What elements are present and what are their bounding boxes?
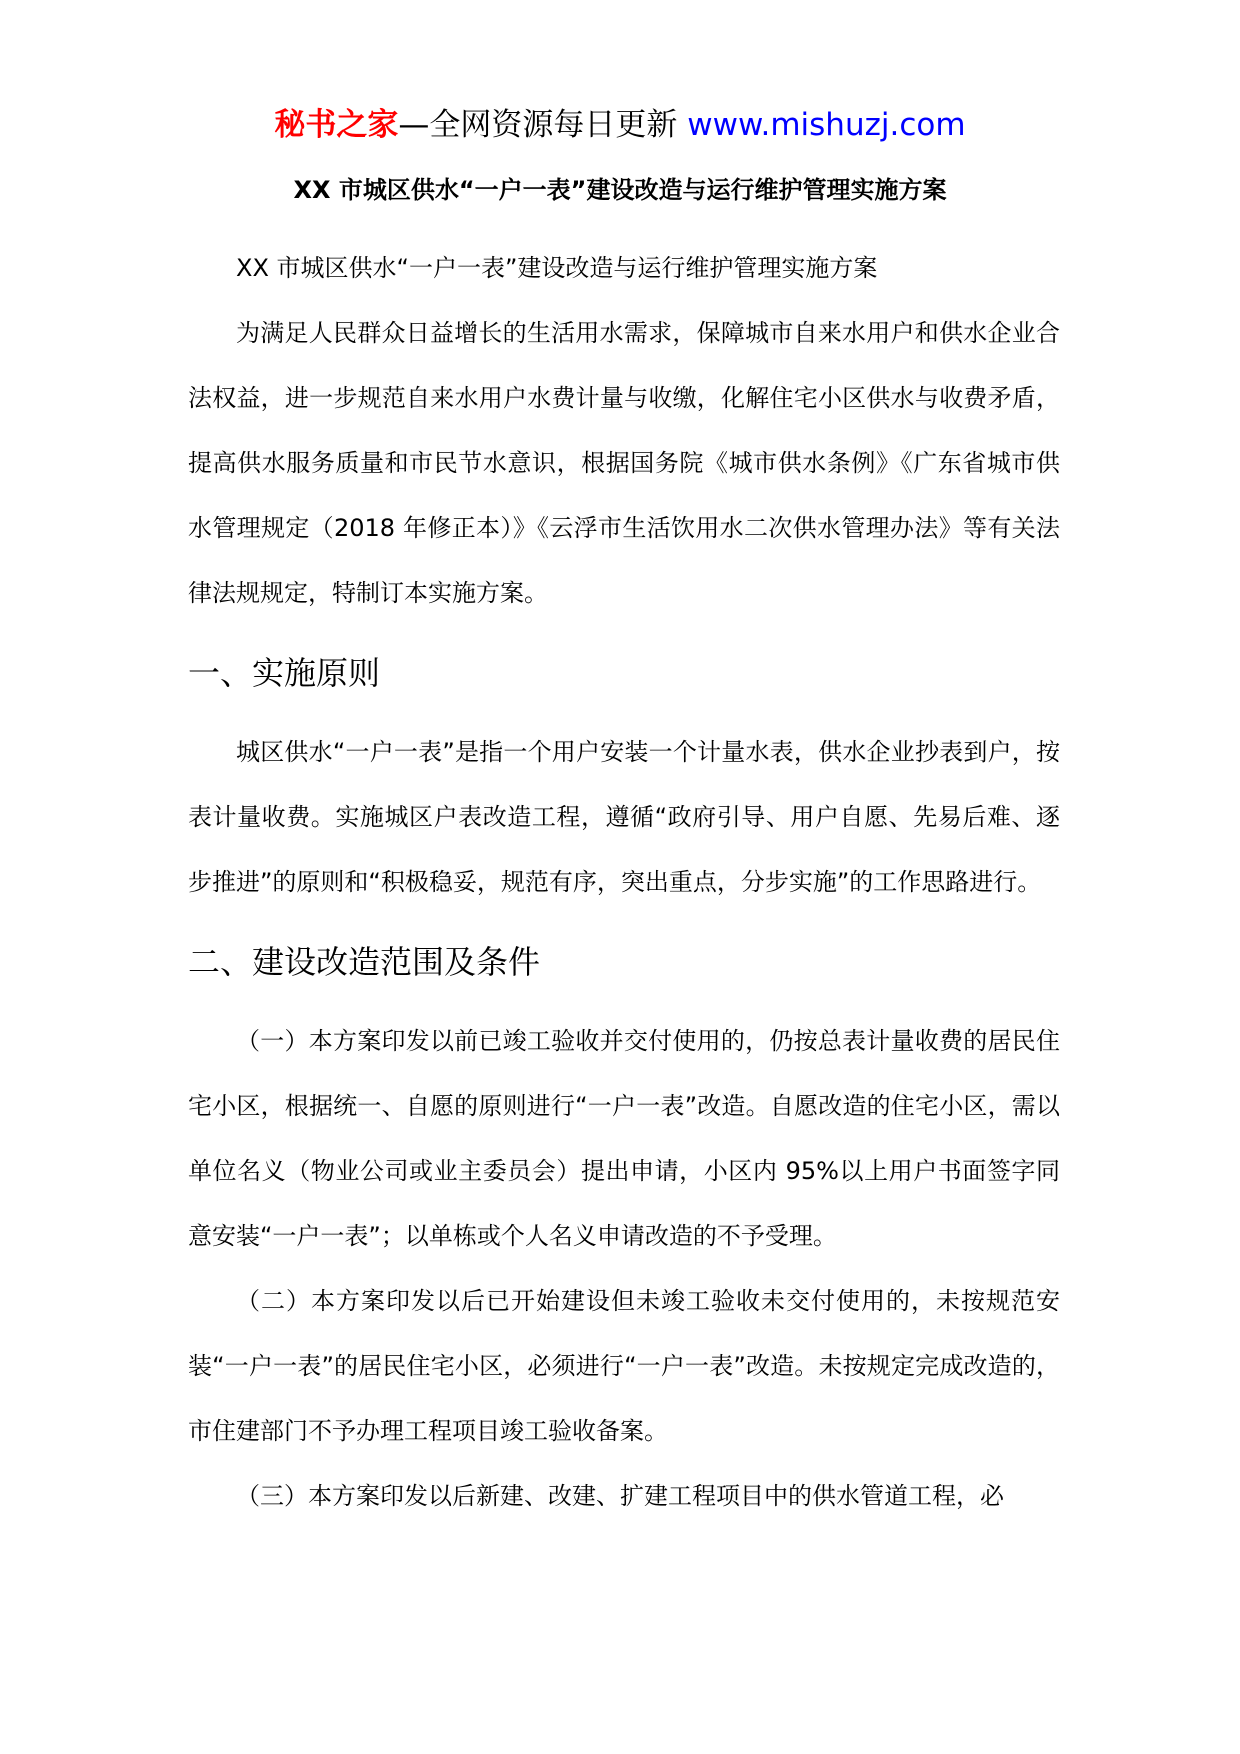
header-tagline: —全网资源每日更新 bbox=[398, 107, 678, 143]
document-body bbox=[188, 236, 1060, 1529]
scope-paragraph-3: （三）本方案印发以后新建、改建、扩建工程项目中的供水管道工程，必 bbox=[236, 1482, 1004, 1510]
intro-paragraph: 为满足人民群众日益增长的生活用水需求，保障城市自来水用户和供水企业合法权益，进一步规范自来水用户水费计量与收缴，化解住宅小区供水与收费矛盾，提高供水服务质量和市民节水意识，根据国务院《城市供水条例》《广东省城市供水管理规定（2018 年修正本）》《云浮市生活饮用水二次供水管理办法》等有关法律法规规定，特制订本实施方案。 bbox=[188, 319, 1060, 607]
document-title: XX 市城区供水“一户一表”建设改造与运行维护管理实施方案 bbox=[293, 176, 947, 204]
section-heading-scope: 二、建设改造范围及条件 bbox=[188, 943, 541, 981]
principles-paragraph: 城区供水“一户一表”是指一个用户安装一个计量水表，供水企业抄表到户，按表计量收费。实施城区户表改造工程，遵循“政府引导、用户自愿、先易后难、逐步推进”的原则和“积极稳妥，规范有序，突出重点，分步实施”的工作思路进行。 bbox=[188, 738, 1060, 896]
document-subtitle: XX 市城区供水“一户一表”建设改造与运行维护管理实施方案 bbox=[236, 254, 878, 282]
scope-paragraph-2: （二）本方案印发以后已开始建设但未竣工验收未交付使用的，未按规范安装“一户一表”的居民住宅小区，必须进行“一户一表”改造。未按规定完成改造的，市住建部门不予办理工程项目竣工验收备案。 bbox=[188, 1287, 1060, 1445]
brand-name: 秘书之家 bbox=[274, 107, 399, 143]
site-url-link[interactable]: www.mishuzj.com bbox=[677, 107, 966, 143]
section-heading-principles: 一、实施原则 bbox=[188, 654, 381, 692]
site-header bbox=[0, 100, 1240, 150]
scope-paragraph-1: （一）本方案印发以前已竣工验收并交付使用的，仍按总表计量收费的居民住宅小区，根据统一、自愿的原则进行“一户一表”改造。自愿改造的住宅小区，需以单位名义（物业公司或业主委员会）提出申请，小区内 95%以上用户书面签字同意安装“一户一表”；以单栋或个人名义申请改造的不予受理。 bbox=[188, 1027, 1060, 1250]
